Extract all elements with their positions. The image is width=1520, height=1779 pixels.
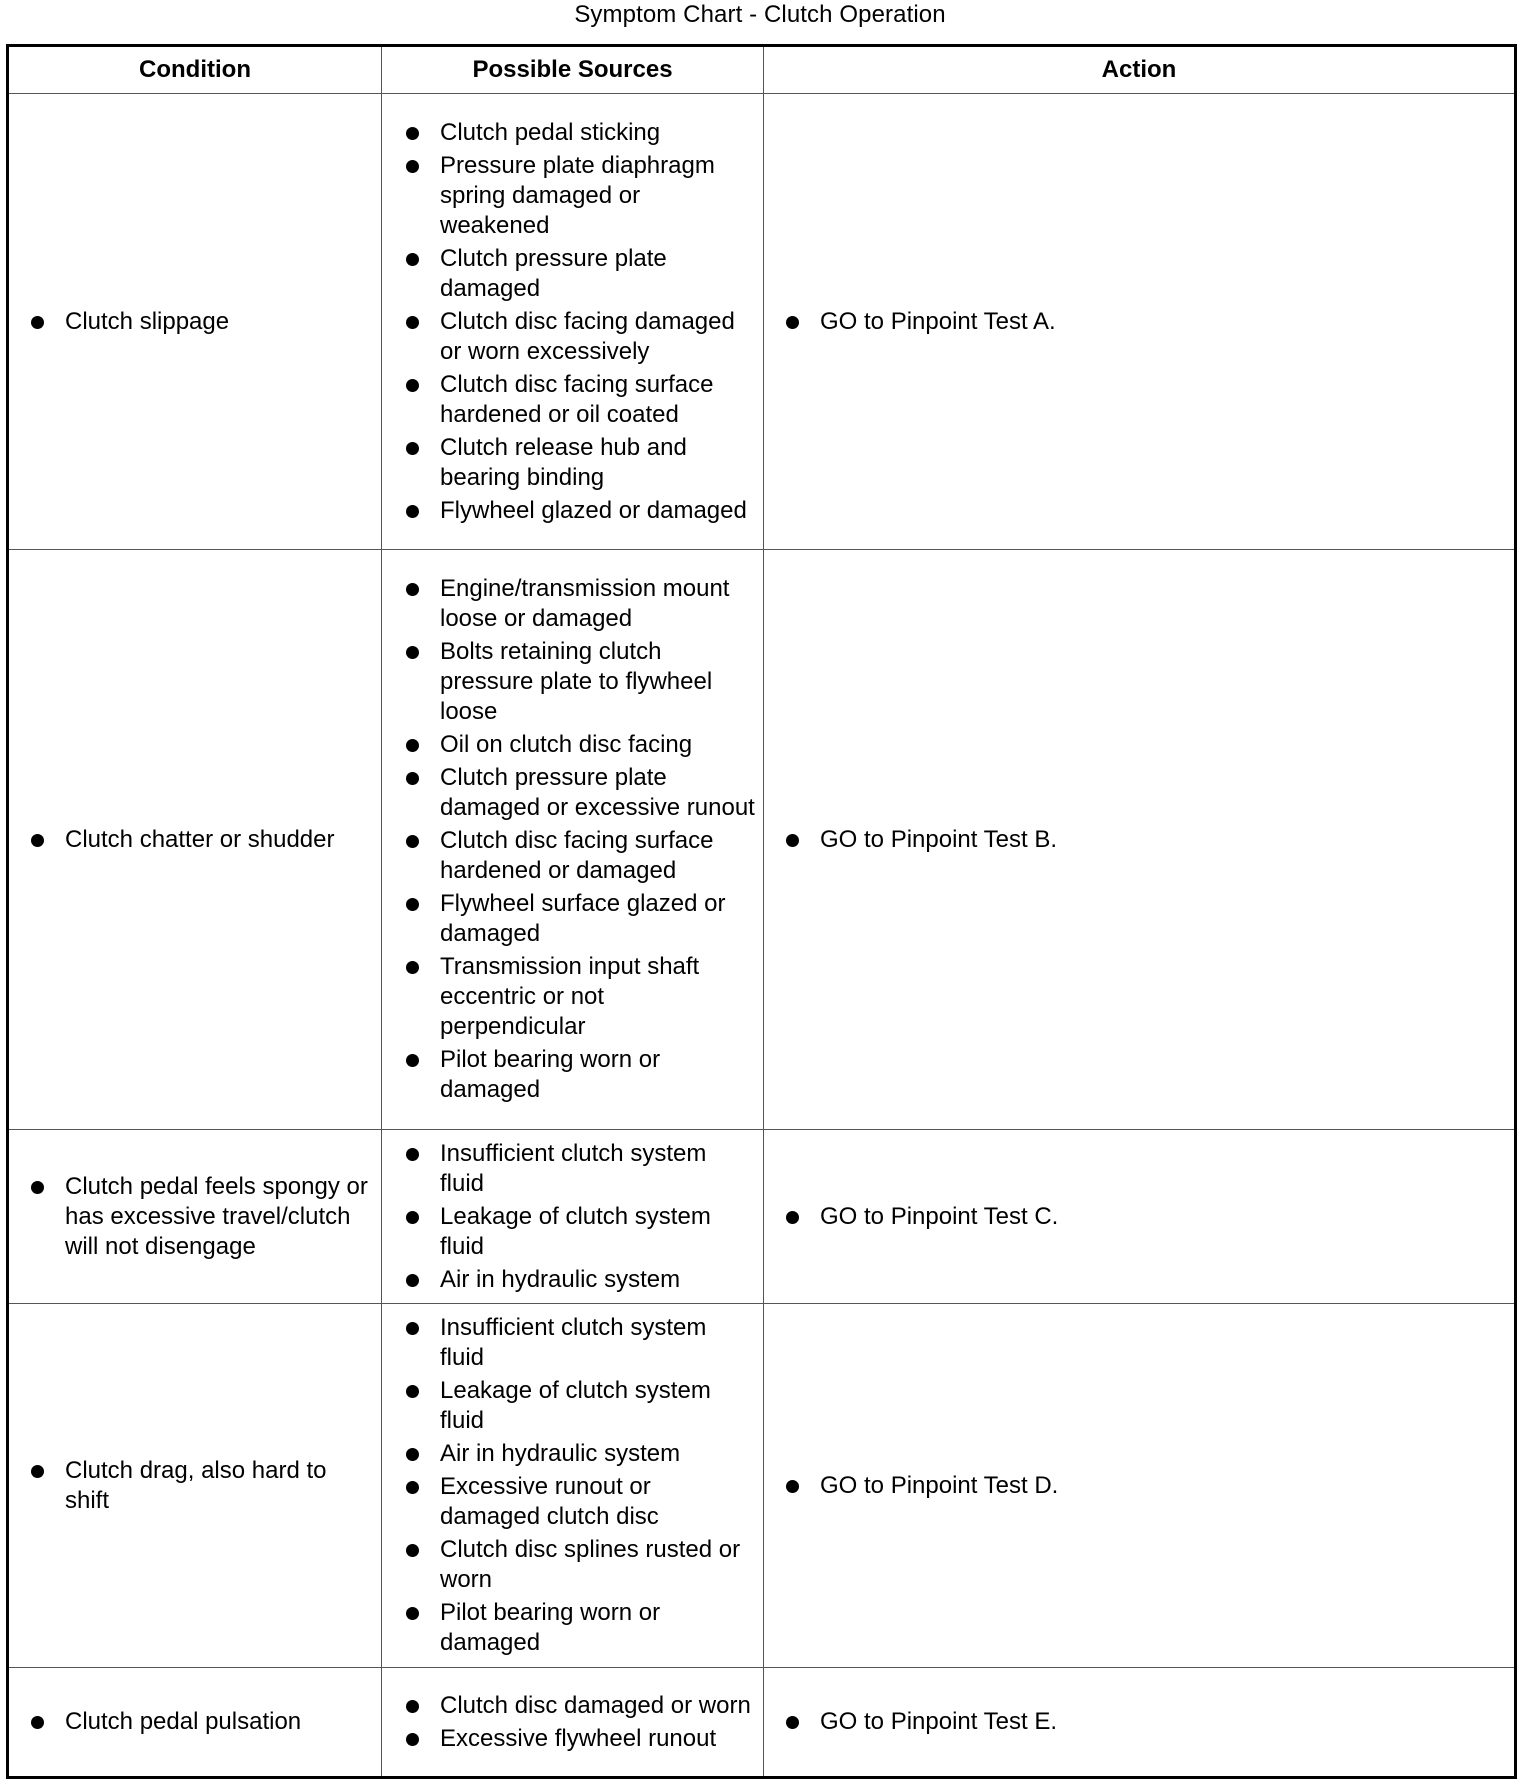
bullet-icon — [786, 1211, 799, 1224]
source-item — [404, 370, 755, 430]
bullet-icon — [406, 442, 419, 455]
sources-cell — [382, 1130, 764, 1304]
source-item — [404, 730, 755, 760]
bullet-icon — [406, 316, 419, 329]
source-item — [404, 1045, 755, 1105]
action-text: GO to Pinpoint Test D. — [820, 1471, 1059, 1499]
bullet-icon — [406, 1054, 419, 1067]
bullet-icon — [406, 1481, 419, 1494]
header-row — [8, 46, 1516, 94]
source-text: Flywheel glazed or damaged — [440, 496, 747, 524]
source-text: Leakage of clutch system fluid — [440, 1202, 711, 1260]
bullet-icon — [406, 898, 419, 911]
action-text: GO to Pinpoint Test B. — [820, 825, 1058, 853]
source-text: Air in hydraulic system — [440, 1265, 681, 1293]
bullet-icon — [786, 834, 799, 847]
source-item — [404, 118, 755, 148]
source-item — [404, 496, 755, 526]
bullet-icon — [31, 316, 44, 329]
action-item — [784, 307, 1506, 337]
bullet-icon — [31, 834, 44, 847]
bullet-icon — [406, 1322, 419, 1335]
condition-cell — [8, 1668, 382, 1778]
source-text: Transmission input shaft eccentric or not perpendicular — [440, 953, 700, 1040]
source-item — [404, 1691, 755, 1721]
source-item — [404, 826, 755, 886]
action-cell — [764, 94, 1516, 550]
condition-cell — [8, 550, 382, 1130]
source-item — [404, 1265, 755, 1295]
condition-text: Clutch pedal pulsation — [65, 1708, 302, 1735]
source-text: Engine/transmission mount loose or damaged — [440, 575, 730, 632]
condition-item — [29, 825, 373, 855]
bullet-icon — [406, 1544, 419, 1557]
bullet-icon — [406, 1211, 419, 1224]
source-text: Clutch release hub and bearing binding — [440, 433, 687, 491]
sources-cell — [382, 1668, 764, 1778]
condition-cell — [8, 1130, 382, 1304]
bullet-icon — [406, 160, 419, 173]
bullet-icon — [31, 1465, 44, 1478]
source-item — [404, 1202, 755, 1262]
bullet-icon — [406, 772, 419, 785]
bullet-icon — [406, 739, 419, 752]
action-item — [784, 1471, 1506, 1501]
bullet-icon — [406, 1700, 419, 1713]
source-text: Leakage of clutch system fluid — [440, 1377, 711, 1434]
source-item — [404, 952, 755, 1042]
bullet-icon — [406, 1274, 419, 1287]
sources-cell — [382, 550, 764, 1130]
bullet-icon — [406, 1385, 419, 1398]
action-cell — [764, 1130, 1516, 1304]
condition-text: Clutch drag, also hard to shift — [65, 1456, 327, 1514]
source-item — [404, 763, 755, 823]
source-item — [404, 1535, 755, 1595]
source-item — [404, 637, 755, 727]
action-cell — [764, 1668, 1516, 1778]
source-text: Clutch disc facing damaged or worn excessively — [440, 307, 735, 365]
source-item — [404, 1139, 755, 1199]
source-text: Clutch disc facing surface hardened or damaged — [440, 827, 714, 884]
source-item — [404, 1376, 755, 1436]
condition-text: Clutch slippage — [65, 307, 230, 335]
bullet-icon — [406, 1148, 419, 1161]
source-text: Oil on clutch disc facing — [440, 731, 693, 758]
bullet-icon — [406, 127, 419, 140]
source-item — [404, 1313, 755, 1373]
condition-item — [29, 307, 373, 337]
table-row — [8, 1668, 1516, 1778]
bullet-icon — [406, 646, 419, 659]
source-text: Pressure plate diaphragm spring damaged or weakened — [440, 151, 715, 239]
source-text: Clutch disc facing surface hardened or oil coated — [440, 370, 714, 428]
bullet-icon — [406, 1733, 419, 1746]
table-row — [8, 94, 1516, 550]
source-item — [404, 1598, 755, 1658]
action-item — [784, 825, 1506, 855]
action-text: GO to Pinpoint Test A. — [820, 307, 1056, 335]
sources-cell — [382, 94, 764, 550]
action-text: GO to Pinpoint Test C. — [820, 1202, 1059, 1230]
bullet-icon — [406, 253, 419, 266]
source-text: Clutch pressure plate damaged — [440, 244, 667, 302]
source-text: Excessive flywheel runout — [440, 1724, 717, 1752]
header-possible-sources: Possible Sources — [382, 46, 764, 94]
source-text: Bolts retaining clutch pressure plate to flywheel loose — [440, 638, 713, 725]
source-item — [404, 307, 755, 367]
bullet-icon — [31, 1181, 44, 1194]
condition-item — [29, 1707, 373, 1737]
source-text: Clutch pedal sticking — [440, 118, 661, 146]
source-item — [404, 1724, 755, 1754]
source-item — [404, 1472, 755, 1532]
source-item — [404, 433, 755, 493]
source-text: Clutch disc damaged or worn — [440, 1691, 751, 1719]
source-text: Excessive runout or damaged clutch disc — [440, 1473, 659, 1530]
source-text: Air in hydraulic system — [440, 1440, 681, 1467]
bullet-icon — [786, 1480, 799, 1493]
source-item — [404, 151, 755, 241]
bullet-icon — [31, 1716, 44, 1729]
source-item — [404, 1439, 755, 1469]
bullet-icon — [406, 835, 419, 848]
action-item — [784, 1202, 1506, 1232]
table-row — [8, 1304, 1516, 1668]
bullet-icon — [406, 961, 419, 974]
bullet-icon — [786, 316, 799, 329]
source-item — [404, 574, 755, 634]
bullet-icon — [406, 583, 419, 596]
table-row — [8, 1130, 1516, 1304]
source-text: Pilot bearing worn or damaged — [440, 1046, 661, 1103]
condition-cell — [8, 94, 382, 550]
action-item — [784, 1707, 1506, 1737]
bullet-icon — [406, 379, 419, 392]
condition-cell — [8, 1304, 382, 1668]
condition-item — [29, 1172, 373, 1262]
sources-cell — [382, 1304, 764, 1668]
table-row — [8, 550, 1516, 1130]
header-condition: Condition — [8, 46, 382, 94]
source-text: Clutch disc splines rusted or worn — [440, 1536, 741, 1593]
condition-text: Clutch pedal feels spongy or has excessive travel/clutch will not disengage — [65, 1172, 368, 1260]
source-text: Clutch pressure plate damaged or excessive runout — [440, 764, 755, 821]
source-text: Pilot bearing worn or damaged — [440, 1599, 661, 1656]
action-cell — [764, 1304, 1516, 1668]
chart-title: Symptom Chart - Clutch Operation — [574, 1, 946, 28]
source-item — [404, 889, 755, 949]
source-text: Flywheel surface glazed or damaged — [440, 890, 726, 947]
bullet-icon — [406, 1448, 419, 1461]
action-cell — [764, 550, 1516, 1130]
source-text: Insufficient clutch system fluid — [440, 1139, 707, 1197]
action-text: GO to Pinpoint Test E. — [820, 1708, 1058, 1735]
condition-text: Clutch chatter or shudder — [65, 825, 335, 853]
bullet-icon — [406, 505, 419, 518]
symptom-chart-table — [6, 44, 1517, 1779]
header-action: Action — [764, 46, 1516, 94]
condition-item — [29, 1456, 373, 1516]
source-item — [404, 244, 755, 304]
bullet-icon — [406, 1607, 419, 1620]
bullet-icon — [786, 1716, 799, 1729]
source-text: Insufficient clutch system fluid — [440, 1314, 707, 1371]
